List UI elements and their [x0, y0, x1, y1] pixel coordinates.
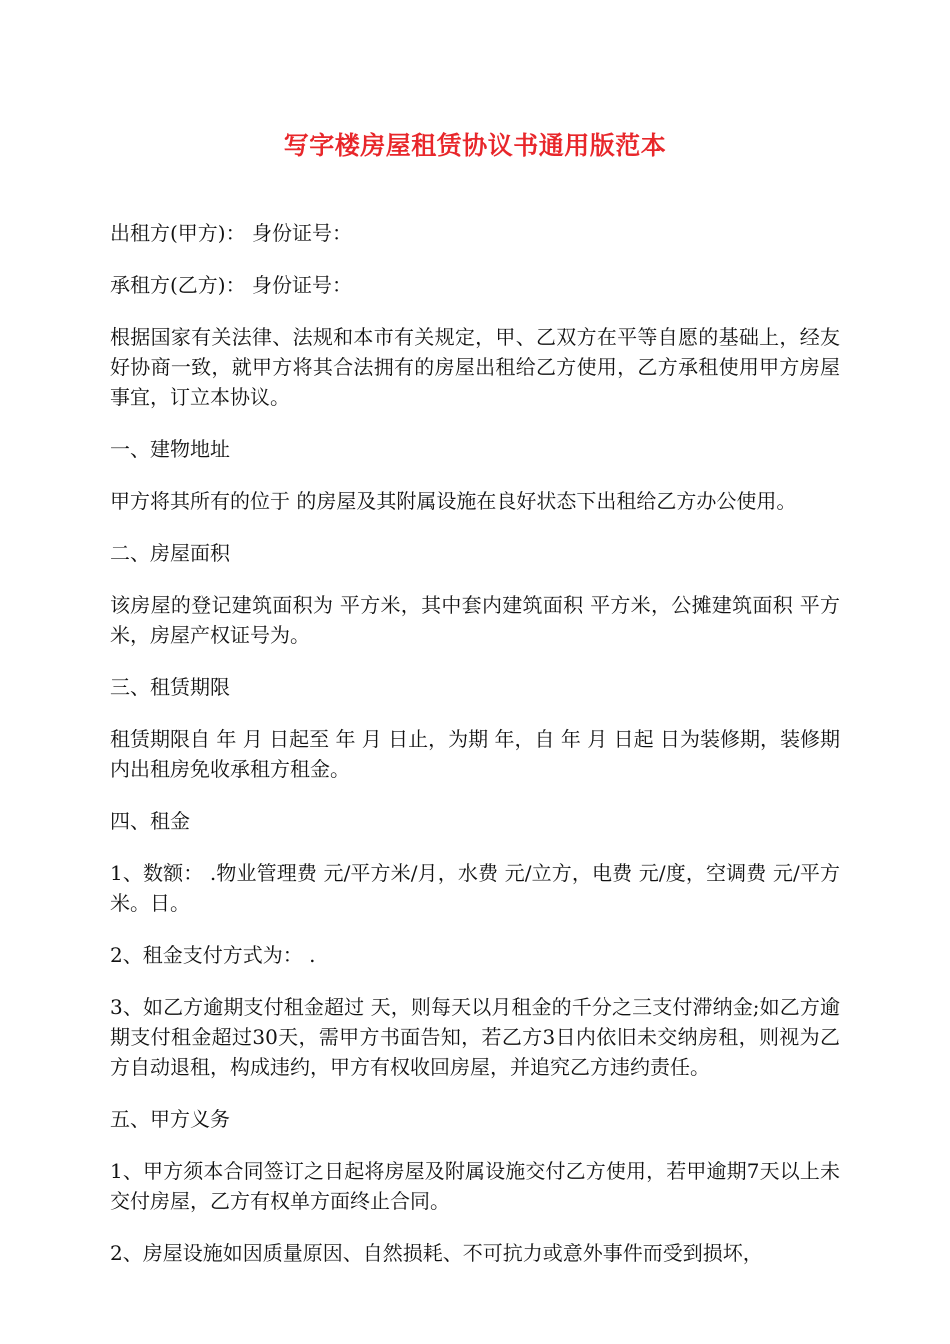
lessor-line: 出租方(甲方)： 身份证号：: [110, 221, 352, 245]
preamble-paragraph: 根据国家有关法律、法规和本市有关规定，甲、乙双方在平等自愿的基础上，经友好协商一致，就甲方将其合法拥有的房屋出租给乙方使用，乙方承租使用甲方房屋事宜，订立本协议。: [110, 325, 840, 409]
term-paragraph: 租赁期限自 年 月 日起至 年 月 日止，为期 年，自 年 月 日起 日为装修期，装修期内出租房免收承租方租金。: [110, 727, 840, 781]
address-paragraph: 甲方将其所有的位于 的房屋及其附属设施在良好状态下出租给乙方办公使用。: [110, 489, 797, 513]
section-heading-term: 三、租赁期限: [110, 675, 230, 699]
document-body: [110, 218, 840, 1290]
rent-clause-3: 3、如乙方逾期支付租金超过 天，则每天以月租金的千分之三支付滞纳金;如乙方逾期支付租金超过30天，需甲方书面告知，若乙方3日内依旧未交纳房租，则视为乙方自动退租，构成违约，甲方有权收回房屋，并追究乙方违约责任。: [110, 995, 840, 1079]
rent-clause-1: 1、数额： .物业管理费 元/平方米/月，水费 元/立方，电费 元/度，空调费 元/平方米。日。: [110, 861, 840, 915]
section-heading-area: 二、房屋面积: [110, 541, 230, 565]
lessor-duty-1: 1、甲方须本合同签订之日起将房屋及附属设施交付乙方使用，若甲逾期7天以上未交付房屋，乙方有权单方面终止合同。: [110, 1159, 840, 1213]
document-title: 写字楼房屋租赁协议书通用版范本: [283, 131, 667, 160]
lessor-duty-2: 2、房屋设施如因质量原因、自然损耗、不可抗力或意外事件而受到损坏，: [110, 1241, 763, 1265]
section-heading-rent: 四、租金: [110, 809, 190, 833]
area-paragraph: 该房屋的登记建筑面积为 平方米，其中套内建筑面积 平方米，公摊建筑面积 平方米，房屋产权证号为。: [110, 593, 840, 647]
section-heading-lessor-duties: 五、甲方义务: [110, 1107, 230, 1131]
rent-clause-2: 2、租金支付方式为： .: [110, 943, 316, 967]
section-heading-address: 一、建物地址: [110, 437, 230, 461]
lessee-line: 承租方(乙方)： 身份证号：: [110, 273, 352, 297]
